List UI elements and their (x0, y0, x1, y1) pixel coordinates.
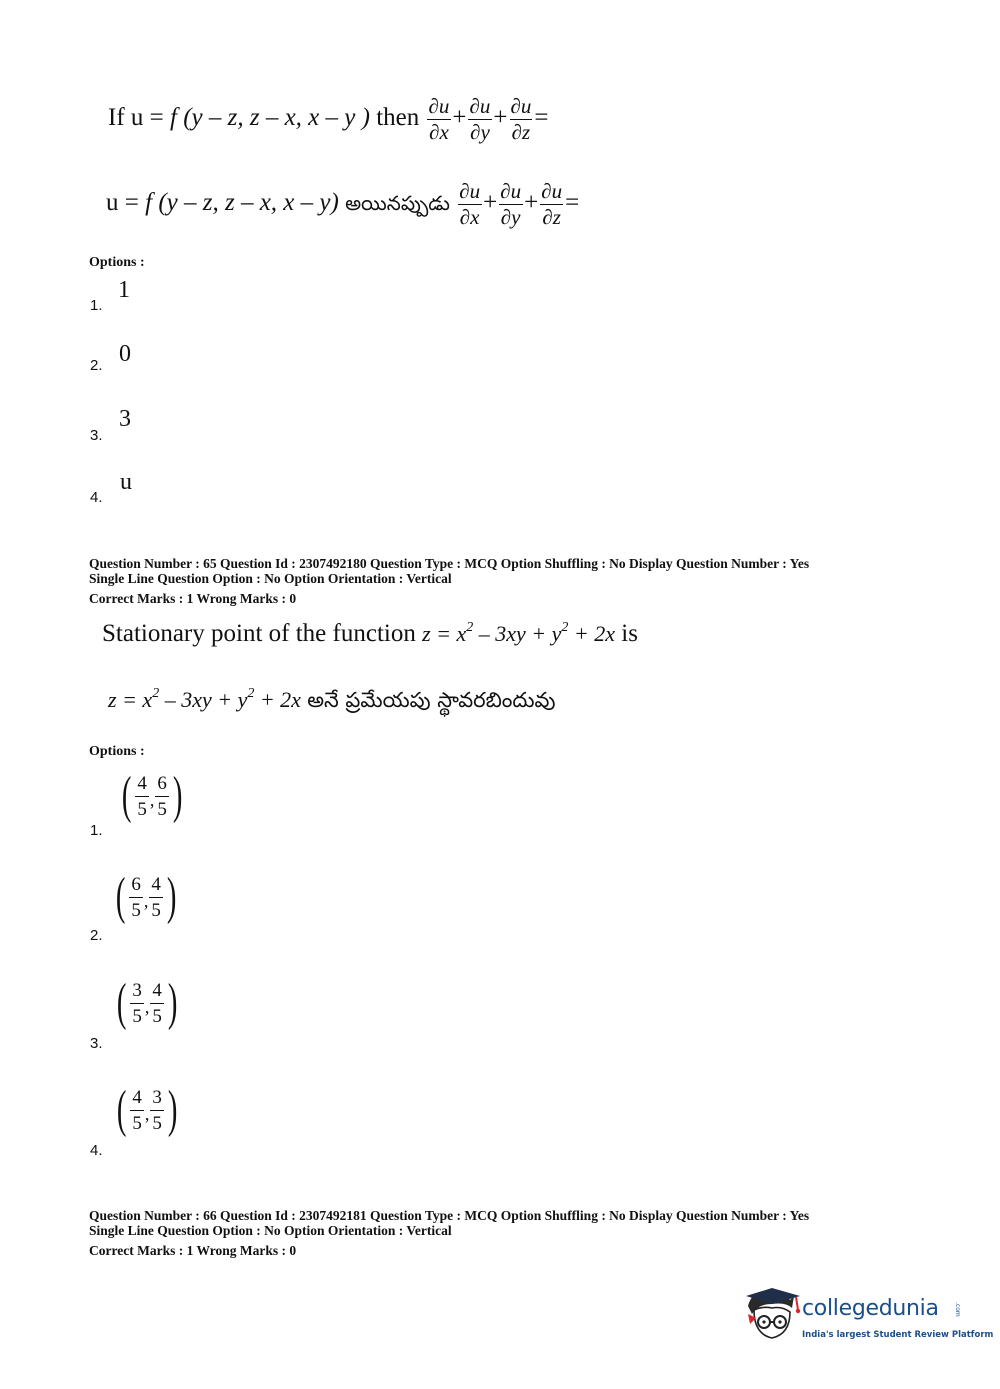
q64-option-3-value: 3 (119, 406, 131, 432)
q64-te-frac-z: $\frac{\partial u}{\partial z}$ (541, 179, 563, 229)
q64-question-te (106, 181, 579, 228)
q65-te-text: అనే ప్రమేయపు స్థావరబిందువు (307, 688, 556, 712)
q64-option-1-value: 1 (118, 277, 130, 303)
q65-option-3-value (113, 974, 181, 1031)
plus-sign: + (524, 189, 539, 217)
q65-te-func: $z = x^2 - 3xy + y^2 + 2x$ (108, 686, 301, 712)
q65-meta (89, 556, 809, 606)
plus-sign: + (483, 189, 498, 217)
q65-option-1-num: 1. (90, 822, 103, 839)
q64-option-1-num: 1. (90, 297, 103, 314)
q65-question-te (108, 686, 555, 718)
q64-te-frac-x: $\frac{\partial u}{\partial x}$ (459, 179, 481, 229)
comma: , (144, 996, 150, 1017)
q64-te-args: (y – z, z – x, x – y) (158, 189, 339, 217)
paren-close: ) (172, 767, 183, 824)
q64-question-en (108, 96, 549, 143)
q65-opt3-frac1: 3 5 (132, 979, 142, 1027)
q64-option-2-value: 0 (119, 341, 131, 367)
q66-meta (89, 1208, 809, 1258)
logo-name: collegedunia (802, 1296, 939, 1321)
q65-opt3-frac2: 4 5 (152, 979, 162, 1027)
comma: , (149, 789, 155, 810)
q65-en-is: is (621, 620, 638, 647)
q65-opt1-frac2: 6 5 (157, 772, 167, 820)
q65-meta-line3: Correct Marks : 1 Wrong Marks : 0 (89, 591, 297, 606)
q65-option-2-num: 2. (90, 927, 103, 944)
q65-question-en (102, 620, 638, 648)
equals-sign: = (565, 189, 580, 217)
q64-te-frac-y: $\frac{\partial u}{\partial y}$ (500, 179, 522, 229)
q64-en-prefix: If u = (108, 104, 164, 132)
mascot-icon (742, 1284, 804, 1346)
q66-meta-line2: Single Line Question Option : No Option Orientation : Vertical (89, 1223, 452, 1238)
logo-tagline: India's largest Student Review Platform (802, 1330, 994, 1340)
q65-opt4-frac1: 4 5 (132, 1086, 142, 1134)
q65-option-3-num: 3. (90, 1035, 103, 1052)
collegedunia-logo[interactable] (742, 1284, 994, 1354)
paren-open: ( (116, 1081, 127, 1138)
paren-open: ( (121, 767, 132, 824)
paren-close: ) (166, 868, 177, 925)
q65-meta-line2: Single Line Question Option : No Option Orientation : Vertical (89, 571, 452, 586)
q64-option-4-value: u (120, 469, 132, 495)
q66-meta-line1: Question Number : 66 Question Id : 2307492181 Question Type : MCQ Option Shuffling : No Display Question Number : Yes (89, 1208, 810, 1223)
q65-opt1-frac1: 4 5 (137, 772, 147, 820)
q65-en-text: Stationary point of the function (102, 620, 416, 647)
logo-suffix: .com (954, 1302, 961, 1317)
q65-opt2-frac2: 4 5 (151, 873, 161, 921)
comma: , (144, 1103, 150, 1124)
q65-meta-line1: Question Number : 65 Question Id : 2307492180 Question Type : MCQ Option Shuffling : No Display Question Number : Yes (89, 556, 810, 571)
q64-te-func: f (145, 189, 153, 217)
paren-close: ) (167, 974, 178, 1031)
q65-opt2-frac1: 6 5 (131, 873, 141, 921)
q64-en-frac-z: $\frac{\partial u}{\partial z}$ (510, 94, 532, 144)
plus-sign: + (493, 104, 508, 132)
comma: , (143, 890, 149, 911)
q65-en-func: $z = x^2 - 3xy + y^2 + 2x$ (422, 620, 616, 646)
q64-te-prefix: u = (106, 189, 139, 217)
q65-options-label: Options : (89, 744, 145, 759)
q65-option-4-value (113, 1081, 181, 1138)
q64-en-then: then (376, 104, 420, 132)
q64-option-2-num: 2. (90, 357, 103, 374)
q65-option-1-value (118, 767, 186, 824)
q64-en-frac-y: $\frac{\partial u}{\partial y}$ (469, 94, 491, 144)
q64-options-label: Options : (89, 255, 145, 270)
q66-meta-line3: Correct Marks : 1 Wrong Marks : 0 (89, 1243, 297, 1258)
plus-sign: + (452, 104, 467, 132)
q64-option-4-num: 4. (90, 489, 103, 506)
q65-option-4-num: 4. (90, 1142, 103, 1159)
q64-en-args: (y – z, z – x, x – y ) (183, 104, 370, 132)
q64-en-frac-x: $\frac{\partial u}{\partial x}$ (428, 94, 450, 144)
paren-open: ( (116, 974, 127, 1031)
q65-option-2-value (112, 868, 180, 925)
q64-te-word: అయినప్పుడు (345, 191, 450, 216)
q64-option-3-num: 3. (90, 427, 103, 444)
q65-opt4-frac2: 3 5 (152, 1086, 162, 1134)
q64-en-func: f (170, 104, 177, 132)
paren-open: ( (115, 868, 126, 925)
paren-close: ) (167, 1081, 178, 1138)
equals-sign: = (534, 104, 549, 132)
